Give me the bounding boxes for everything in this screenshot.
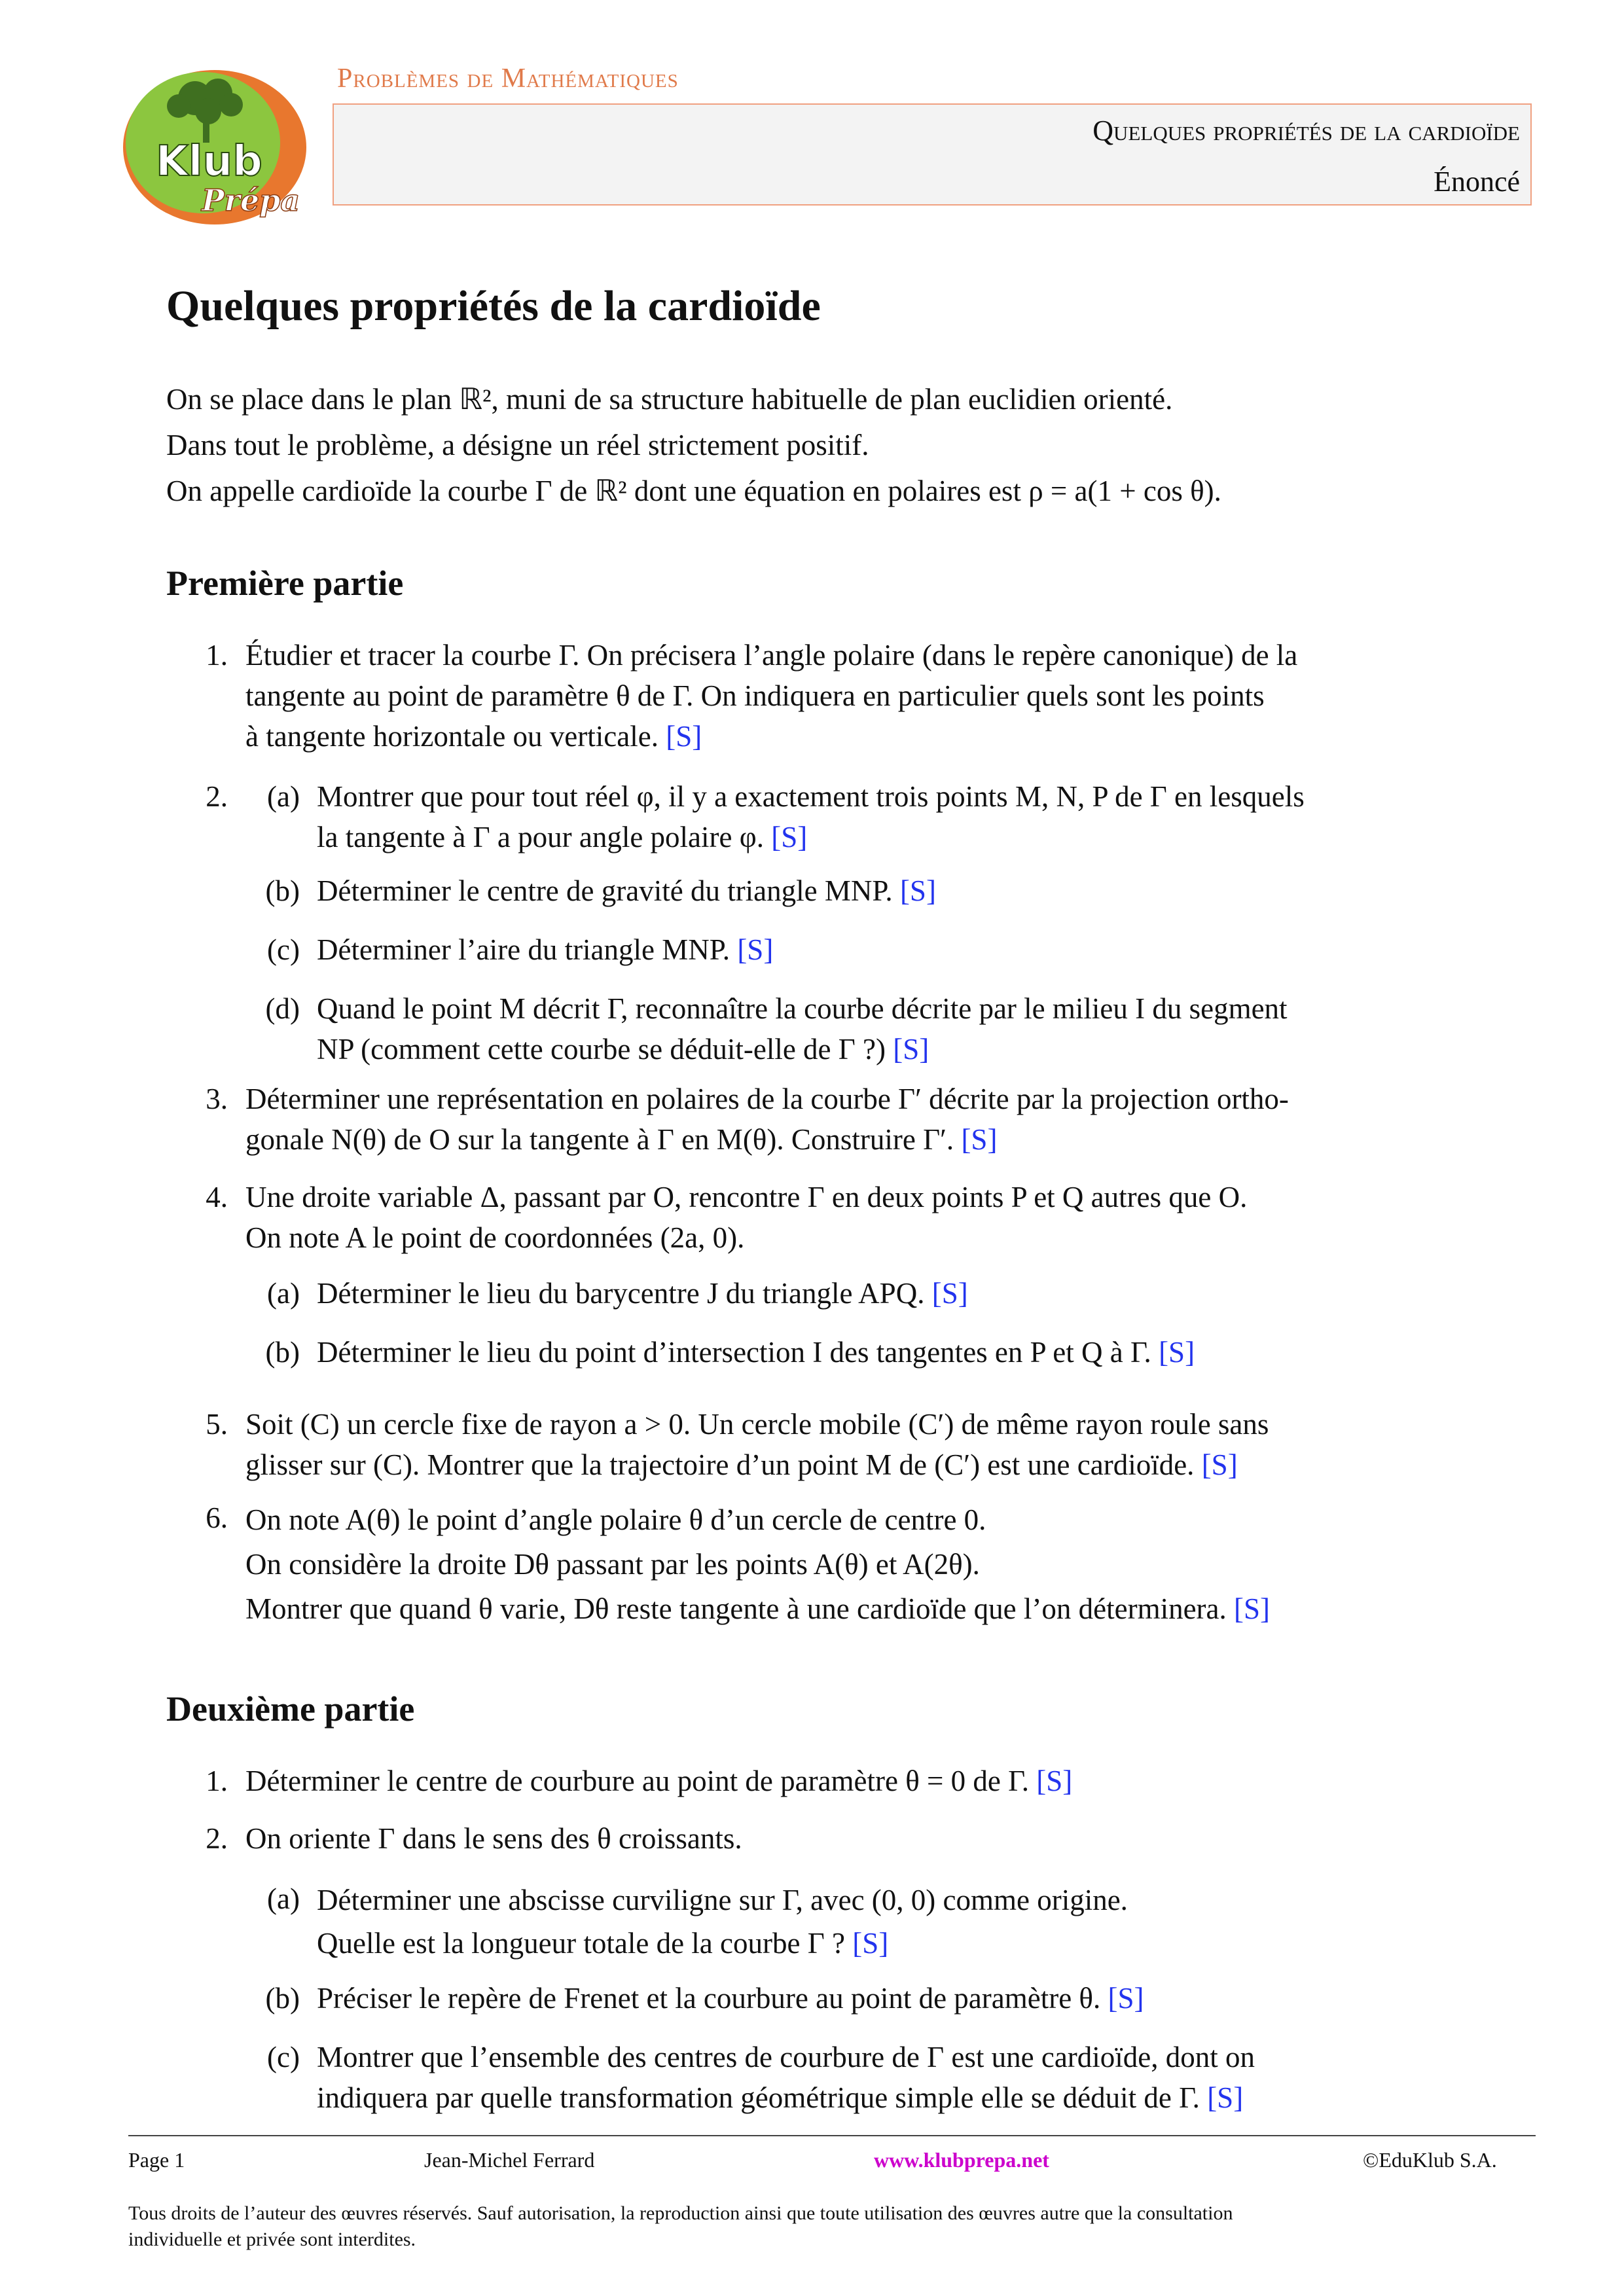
solution-link[interactable]: [S] — [1036, 1765, 1073, 1797]
question-line: Une droite variable Δ, passant par O, rencontre Γ en deux points P et Q autres que O. — [245, 1181, 1248, 1213]
question-line: Déterminer le centre de courbure au point de paramètre θ = 0 de Γ. [S] — [245, 1765, 1073, 1797]
question-2d — [317, 988, 1288, 1069]
intro-line: On se place dans le plan ℝ², muni de sa structure habituelle de plan euclidien orienté. — [166, 383, 1173, 416]
header-box — [333, 103, 1532, 206]
question-number: 1. — [206, 1765, 228, 1797]
question-line: Déterminer le lieu du barycentre J du triangle APQ. [S] — [317, 1277, 968, 1310]
svg-text:Klub: Klub — [156, 137, 262, 186]
intro-line: On appelle cardioïde la courbe Γ de ℝ² dont une équation en polaires est ρ = a(1 + cos θ). — [166, 475, 1221, 507]
solution-link[interactable]: [S] — [1234, 1592, 1271, 1625]
footer-divider — [128, 2135, 1536, 2136]
question-line: gonale N(θ) de O sur la tangente à Γ en M(θ). Construire Γ′. [S] — [245, 1123, 998, 1156]
svg-text:Prépa: Prépa — [202, 183, 300, 218]
question-4 — [245, 1177, 1247, 1258]
subquestion-label: (b) — [265, 874, 300, 907]
klubprepa-logo — [117, 59, 313, 229]
question-line: la tangente à Γ a pour angle polaire φ. [S] — [317, 821, 808, 853]
subquestion-label: (b) — [265, 1982, 300, 2015]
p2-question-2b — [317, 1978, 1144, 2018]
question-number: 5. — [206, 1408, 228, 1441]
question-line: On note A le point de coordonnées (2a, 0). — [245, 1221, 745, 1254]
question-number: 4. — [206, 1181, 228, 1213]
question-line: Montrer que quand θ varie, Dθ reste tangente à une cardioïde que l’on déterminera. [S] — [245, 1592, 1271, 1625]
header-doc-type: Énoncé — [1434, 166, 1520, 198]
intro-line: Dans tout le problème, a désigne un réel strictement positif. — [166, 429, 869, 461]
solution-link[interactable]: [S] — [1108, 1982, 1144, 2015]
subquestion-label: (a) — [267, 1277, 300, 1310]
solution-link[interactable]: [S] — [961, 1123, 998, 1156]
author: Jean-Michel Ferrard — [424, 2148, 595, 2172]
solution-link[interactable]: [S] — [893, 1033, 929, 1066]
question-line: Étudier et tracer la courbe Γ. On précisera l’angle polaire (dans le repère canonique) de la — [245, 639, 1298, 672]
rights-line: Tous droits de l’auteur des œuvres réservés. Sauf autorisation, la reproduction ainsi que toute utilisation des œuvres autre que la consultation — [128, 2202, 1233, 2224]
subquestion-label: (b) — [265, 1336, 300, 1369]
question-number: 2. — [206, 1822, 228, 1855]
solution-link[interactable]: [S] — [899, 874, 936, 907]
question-number: 6. — [206, 1501, 228, 1534]
intro — [166, 376, 1221, 514]
question-line: Montrer que pour tout réel φ, il y a exactement trois points M, N, P de Γ en lesquels — [317, 780, 1305, 813]
question-line: Montrer que l’ensemble des centres de courbure de Γ est une cardioïde, dont on — [317, 2041, 1255, 2073]
solution-link[interactable]: [S] — [931, 1277, 968, 1310]
question-number: 1. — [206, 639, 228, 672]
solution-link[interactable]: [S] — [1201, 1448, 1238, 1481]
question-3 — [245, 1079, 1289, 1160]
header-doc-title: Quelques propriétés de la cardioïde — [1092, 115, 1520, 147]
question-number: 3. — [206, 1083, 228, 1115]
solution-link[interactable]: [S] — [666, 720, 702, 753]
question-line: On oriente Γ dans le sens des θ croissants. — [245, 1822, 742, 1855]
solution-link[interactable]: [S] — [1159, 1336, 1195, 1369]
p2-question-1 — [245, 1761, 1072, 1801]
copyright: ©EduKlub S.A. — [1363, 2148, 1497, 2172]
question-line: Déterminer une abscisse curviligne sur Γ, avec (0, 0) comme origine. — [317, 1884, 1128, 1916]
subquestion-label: (d) — [265, 992, 300, 1025]
question-line: Déterminer une représentation en polaires de la courbe Γ′ décrite par la projection ortho- — [245, 1083, 1289, 1115]
question-line: On note A(θ) le point d’angle polaire θ d’un cercle de centre 0. — [245, 1503, 986, 1536]
question-2c — [317, 929, 773, 970]
question-number: 2. — [206, 780, 228, 813]
solution-link[interactable]: [S] — [1207, 2081, 1244, 2114]
question-2a — [317, 776, 1305, 857]
question-line: tangente au point de paramètre θ de Γ. On indiquera en particulier quels sont les points — [245, 679, 1265, 712]
question-6 — [245, 1498, 1270, 1631]
question-5 — [245, 1404, 1269, 1485]
question-2b — [317, 870, 936, 911]
question-line: Déterminer l’aire du triangle MNP. [S] — [317, 933, 774, 966]
p2-question-2c — [317, 2037, 1255, 2118]
question-line: Préciser le repère de Frenet et la courbure au point de paramètre θ. [S] — [317, 1982, 1144, 2015]
solution-link[interactable]: [S] — [852, 1927, 889, 1960]
question-line: Quelle est la longueur totale de la courbe Γ ? [S] — [317, 1927, 889, 1960]
solution-link[interactable]: [S] — [771, 821, 808, 853]
p2-question-2 — [245, 1818, 742, 1859]
question-line: Quand le point M décrit Γ, reconnaître la courbe décrite par le milieu I du segment — [317, 992, 1288, 1025]
page-title: Quelques propriétés de la cardioïde — [166, 282, 821, 330]
solution-link[interactable]: [S] — [737, 933, 774, 966]
subquestion-label: (a) — [267, 780, 300, 813]
question-1 — [245, 635, 1297, 757]
subquestion-label: (c) — [267, 933, 300, 966]
rights-line: individuelle et privée sont interdites. — [128, 2229, 416, 2250]
question-line: On considère la droite Dθ passant par les points A(θ) et A(2θ). — [245, 1548, 980, 1581]
question-line: Soit (C) un cercle fixe de rayon a > 0. Un cercle mobile (C′) de même rayon roule sans — [245, 1408, 1269, 1441]
section-heading-part2: Deuxième partie — [166, 1689, 415, 1729]
question-line: Déterminer le centre de gravité du triangle MNP. [S] — [317, 874, 936, 907]
question-4a — [317, 1273, 968, 1314]
page-number: Page 1 — [128, 2148, 185, 2172]
p2-question-2a — [317, 1878, 1128, 1965]
question-line: indiquera par quelle transformation géométrique simple elle se déduit de Γ. [S] — [317, 2081, 1244, 2114]
rights-notice — [128, 2200, 1536, 2253]
question-line: à tangente horizontale ou verticale. [S] — [245, 720, 702, 753]
question-line: NP (comment cette courbe se déduit-elle de Γ ?) [S] — [317, 1033, 929, 1066]
question-4b — [317, 1332, 1195, 1372]
site-link[interactable]: www.klubprepa.net — [874, 2148, 1049, 2172]
question-line: Déterminer le lieu du point d’intersection I des tangentes en P et Q à Γ. [S] — [317, 1336, 1195, 1369]
question-line: glisser sur (C). Montrer que la trajectoire d’un point M de (C′) est une cardioïde. [S] — [245, 1448, 1238, 1481]
subquestion-label: (c) — [267, 2041, 300, 2073]
series-title: Problèmes de Mathématiques — [337, 63, 679, 94]
section-heading-part1: Première partie — [166, 564, 404, 603]
subquestion-label: (a) — [267, 1882, 300, 1915]
